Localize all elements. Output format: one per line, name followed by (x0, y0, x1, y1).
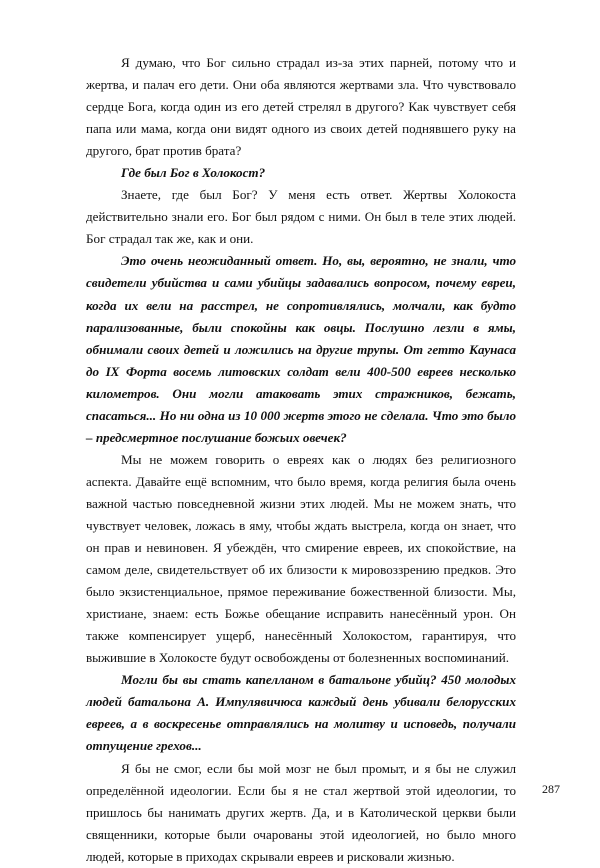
page-number: 287 (542, 782, 560, 796)
paragraph-question-2: Это очень неожиданный ответ. Но, вы, вероятно, не знали, что свидетели убийства и сами убийцы задавались вопросом, почему евреи, когда их вели на расстрел, не сопротивлялись, молчали, как будто парализованные, были спокойны как овцы. Послушно лезли в ямы, обнимали своих детей и ложились на другие трупы. От гетто Каунаса до IX Форта восемь литовских солдат вели 400-500 евреев несколько километров. Они могли атаковать этих стражников, бежать, спасаться... Но ни одна из 10 000 жертв этого не сделала. Что это было – предсмертное послушание божьих овечек? (86, 253, 516, 445)
paragraph-answer-2: Знаете, где был Бог? У меня есть ответ. Жертвы Холокоста действительно знали его. Бог был рядом с ними. Он был в теле этих людей. Бог страдал так же, как и они. (86, 187, 516, 247)
paragraph-answer-3: Мы не можем говорить о евреях как о людях без религиозного аспекта. Давайте ещё вспомним, что было время, когда религия была очень важной частью повседневной жизни этих людей. Мы не можем знать, что чувствует человек, ложась в яму, чтобы ждать выстрела, когда он знает, что он прав и невиновен. Я убеждён, что смирение евреев, их спокойствие, на самом деле, свидетельствует об их близости к мировоззрению предков. Это было экзистенциальное, прямое переживание божественной близости. Мы, христиане, знаем: есть Божье обещание исправить нанесённый урон. Он также компенсирует ущерб, нанесённый Холокостом, гарантируя, что выжившие в Холокосте будут освобождены от болезненных воспоминаний. (86, 451, 516, 666)
paragraph-answer-4: Я бы не смог, если бы мой мозг не был промыт, и я бы не служил определённой идеологии. Если бы я не стал жертвой этой идеологии, то пришлось бы нанимать других жертв. Да, и в Католической церкви были священники, которые были очарованы этой идеологией, но было много людей, которые в приходах скрывали евреев и рисковали жизнью. (86, 760, 516, 864)
page-body (86, 52, 516, 868)
paragraph-question-3: Могли бы вы стать капелланом в батальоне убийц? 450 молодых людей батальона А. Импулявичюса каждый день убивали белорусских евреев, а в воскресенье отправлялись на молитву и исповедь, получали отпущение грехов... (86, 672, 516, 754)
paragraph-question-1: Где был Бог в Холокост? (121, 165, 266, 181)
paragraph-answer-1: Я думаю, что Бог сильно страдал из-за этих парней, потому что и жертва, и палач его дети. Они оба являются жертвами зла. Что чувствовало сердце Бога, когда один из его детей стрелял в другого? Как чувствует себя папа или мама, когда они видят одного из своих детей поднявшего руку на другого, брат против брата? (86, 55, 516, 159)
